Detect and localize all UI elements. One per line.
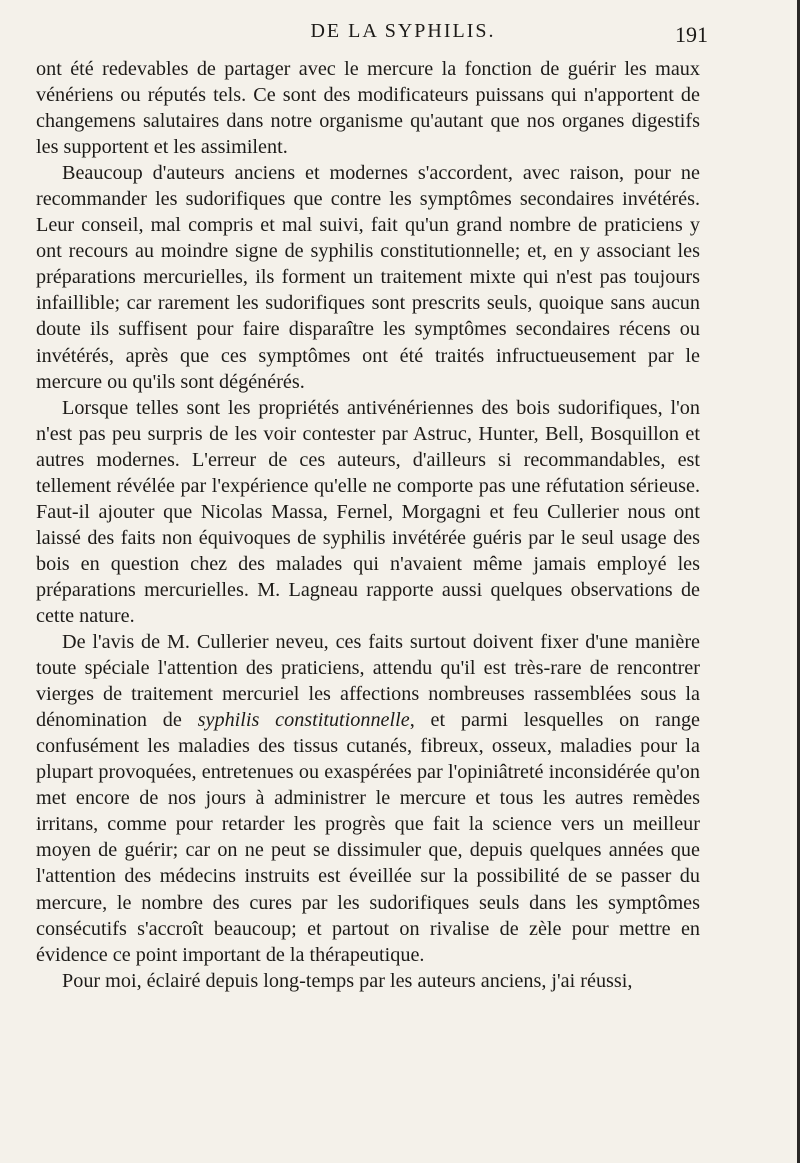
paragraph-4-after: , et parmi lesquelles on range confusément les maladies des tissus cutanés, fibreux, osseux, maladies pour la plupart provoquées, entretenues ou exaspérées par l'opiniâtreté inconsidérée qu'on met encore de nos jours à administrer le mercure et tous les autres remèdes irritans, comme pour retarder les progrès que fait la science vers un meilleur moyen de guérir; car on ne peut se dissimuler que, depuis quelques années que l'attention des médecins instruits est éveillée sur la possibilité de se passer du mercure, le nombre des cures par les sudorifiques seuls dans les symptômes consécutifs s'accroît beaucoup; et partout on rivalise de zèle pour mettre en évidence ce point important de la thérapeutique. xyxy=(36,709,700,966)
body-text xyxy=(36,56,700,994)
paragraph-4-before: De l'avis de M. Cullerier neveu, ces faits surtout doivent fixer d'une manière toute spéciale l'attention des praticiens, attendu qu'il est très-rare de rencontrer vierges de traitement mercuriel les affections nombreuses rassemblées sous la dénomination de xyxy=(36,631,700,732)
page-header xyxy=(36,0,708,48)
paragraph-2: Beaucoup d'auteurs anciens et modernes s'accordent, avec raison, pour ne recommander les sudorifiques que contre les symptômes secondaires invétérés. Leur conseil, mal compris et mal suivi, fait qu'un grand nombre de praticiens y ont recours au moindre signe de syphilis constitutionnelle; et, en y associant les préparations mercurielles, ils forment un traitement mixte qui n'est pas toujours infaillible; car rarement les sudorifiques sont prescrits seuls, quoique sans aucun doute ils suffisent pour faire disparaître les symptômes secondaires récens ou invétérés, après que ces symptômes ont été traités infructueusement par le mercure ou qu'ils sont dégénérés. xyxy=(36,162,700,393)
paragraph-4 xyxy=(36,629,700,968)
page-number: 191 xyxy=(675,22,708,47)
italic-term: syphilis constitutionnelle xyxy=(197,709,410,732)
paragraph-1: ont été redevables de partager avec le mercure la fonction de guérir les maux vénériens ou réputés tels. Ce sont des modificateurs puissans qui n'apportent de changemens salutaires dans notre organisme qu'autant que nos organes digestifs les supportent et les assimilent. xyxy=(36,58,700,159)
running-title: DE LA SYPHILIS. xyxy=(310,20,496,42)
paragraph-5: Pour moi, éclairé depuis long-temps par les auteurs anciens, j'ai réussi, xyxy=(62,969,633,992)
paragraph-3: Lorsque telles sont les propriétés antivénériennes des bois sudorifiques, l'on n'est pas peu surpris de les voir contester par Astruc, Hunter, Bell, Bosquillon et autres modernes. L'erreur de ces auteurs, d'ailleurs si recommandables, est tellement révélée par l'expérience qu'elle ne comporte pas une réfutation sérieuse. Faut-il ajouter que Nicolas Massa, Fernel, Morgagni et feu Cullerier nous ont laissé des faits non équivoques de syphilis invétérée guéris par le seul usage des bois en question chez des malades qui n'avaient même jamais employé les préparations mercurielles. M. Lagneau rapporte aussi quelques observations de cette nature. xyxy=(36,396,700,627)
